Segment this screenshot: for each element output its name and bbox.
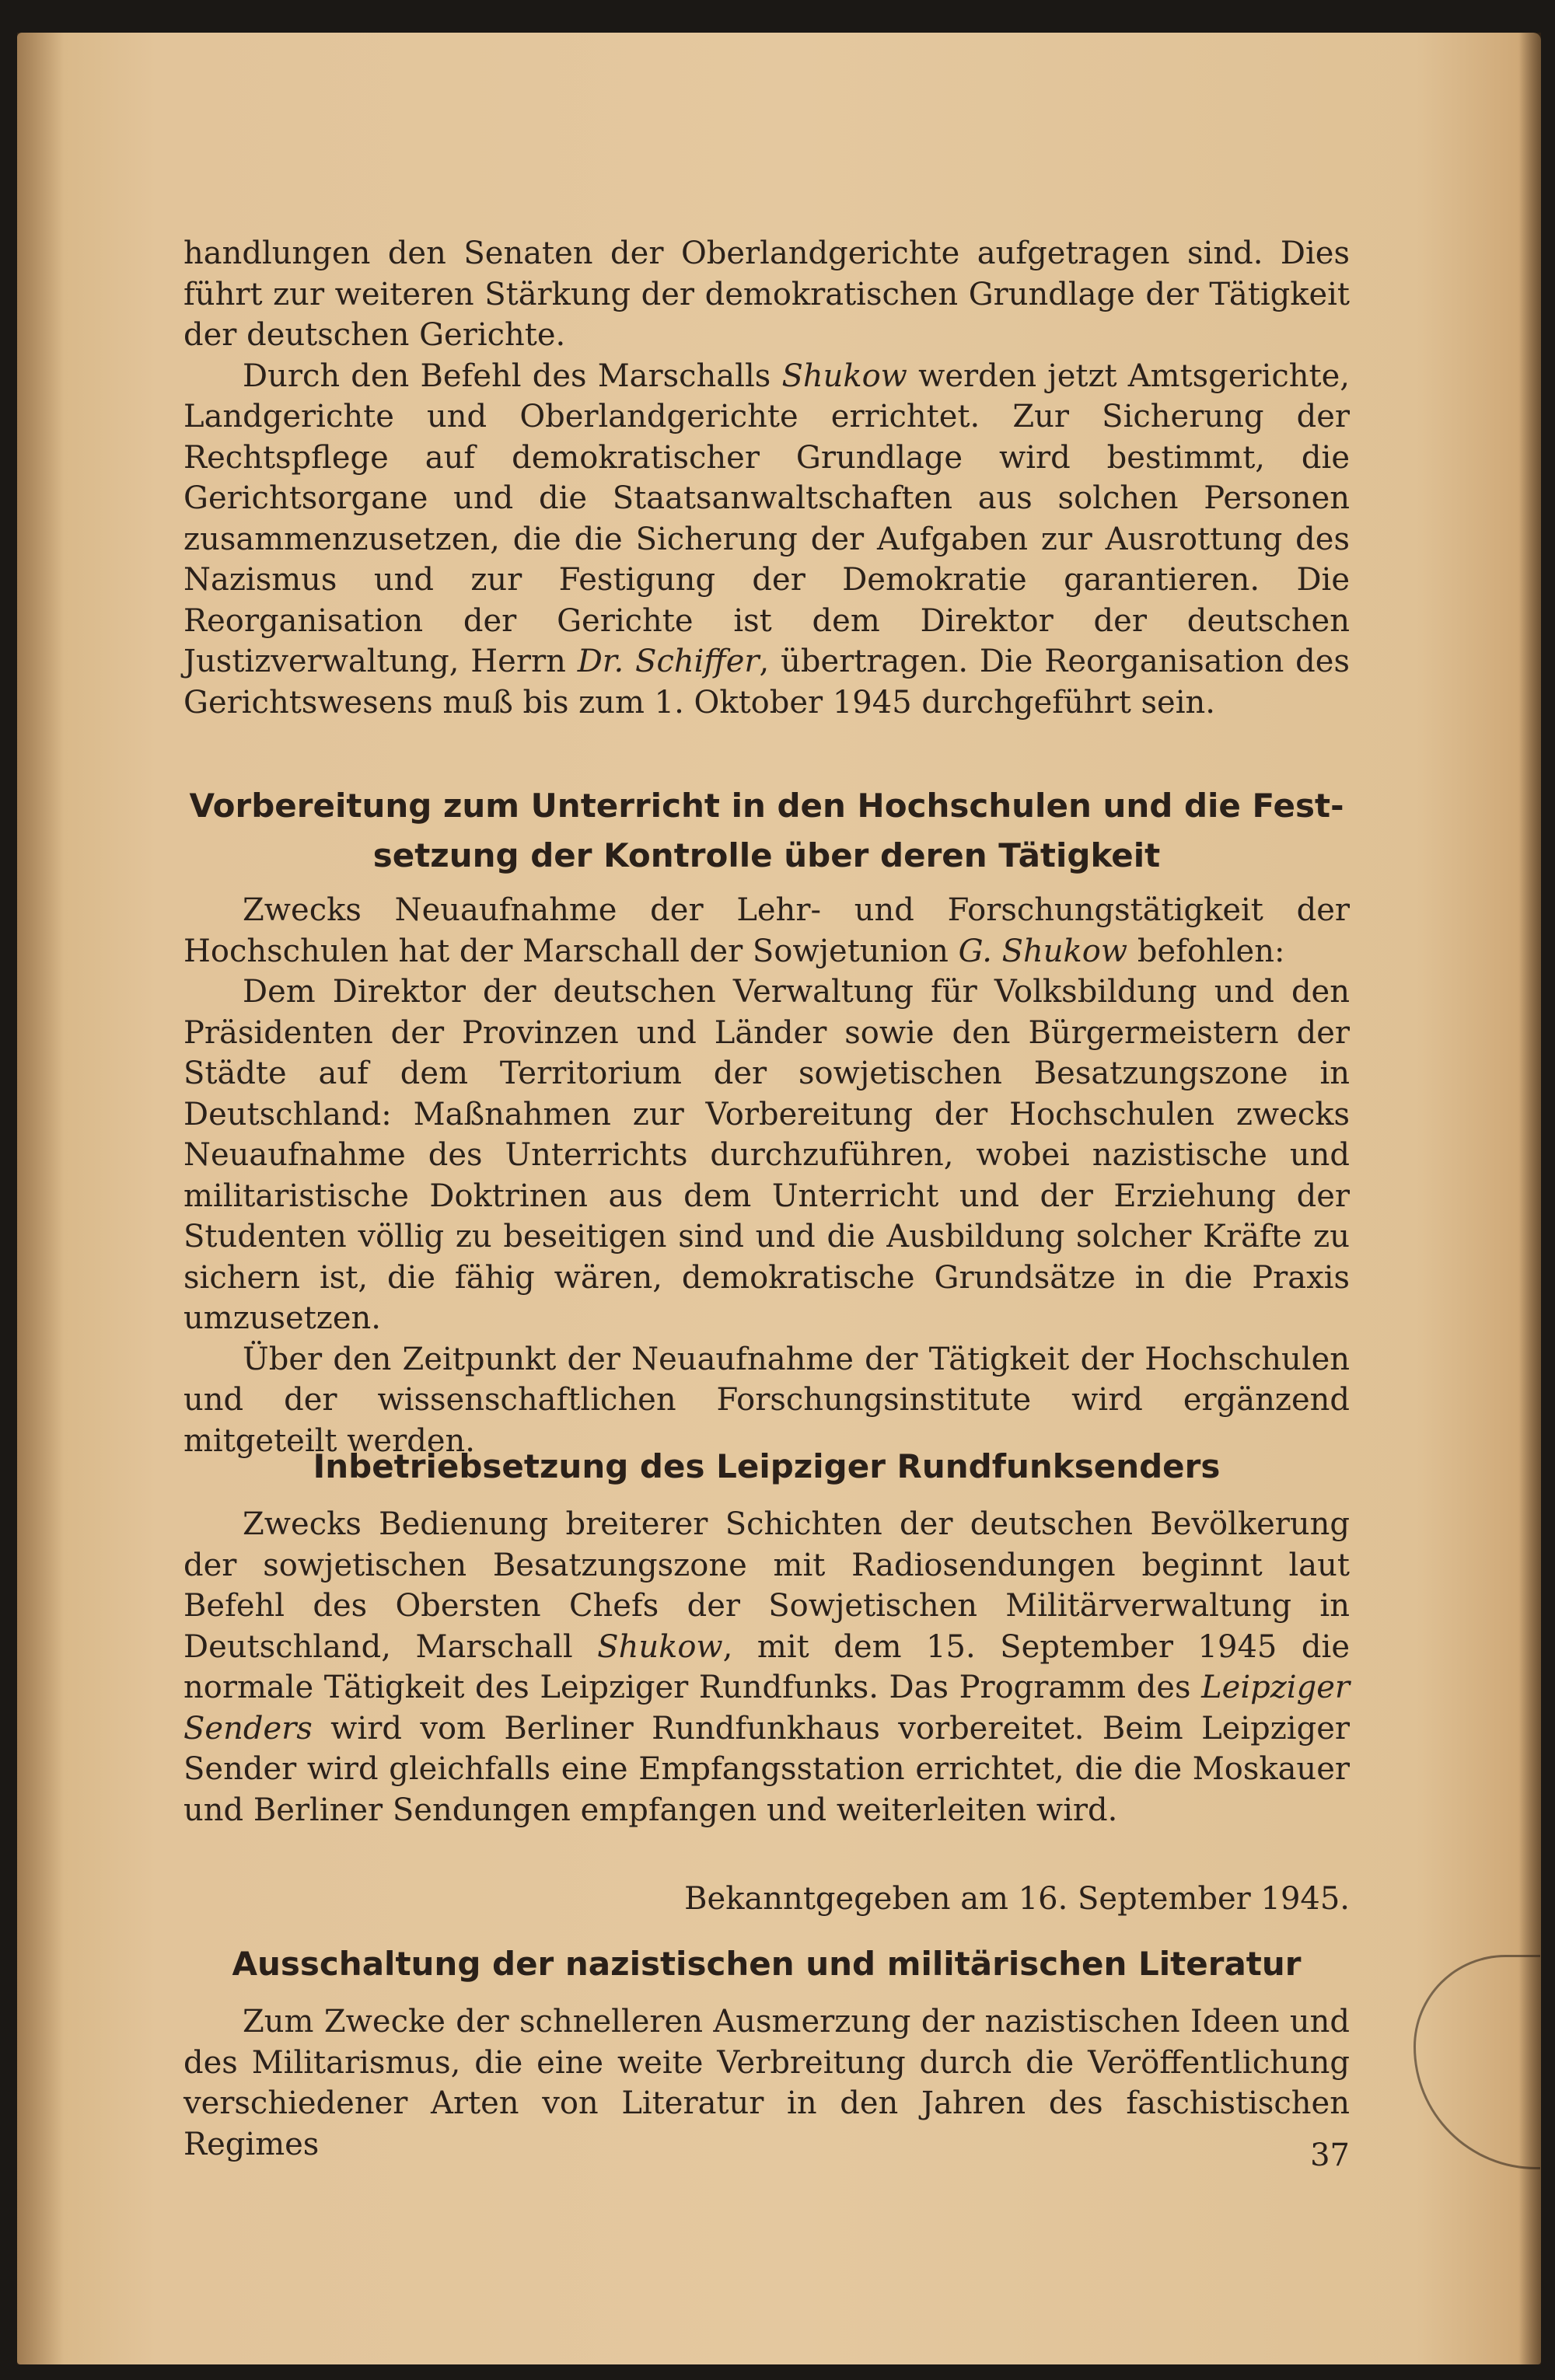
paragraph-text: Durch den Befehl des Marschalls bbox=[243, 358, 782, 394]
paragraph-text: wird vom Berliner Rundfunkhaus vorbereitet. Beim Leipziger Sender wird gleichfalls eine Empfangsstation errichtet, die die Moskauer und Berliner Sendungen empfangen und weiterleiten wird. bbox=[183, 1710, 1350, 1828]
paragraph-text: Über den Zeitpunkt der Neuaufnahme der Tätigkeit der Hochschulen und der wissenschaftlichen Forschungsinstitute wird ergänzend mitgeteilt werden. bbox=[183, 1341, 1350, 1459]
paragraph bbox=[183, 972, 1350, 1339]
paragraph bbox=[183, 233, 1350, 356]
heading-line-1: Vorbereitung zum Unterricht in den Hochschulen und die Fest- bbox=[189, 787, 1344, 825]
paragraph bbox=[183, 356, 1350, 724]
paragraph-text: Zwecks Bedienung breiterer Schichten der deutschen Bevölkerung der sowjetischen Besatzungszone mit Radiosendungen beginnt laut Befehl des Obersten Chefs der Sowjetischen Militärverwaltung in Deutschland, Marschall bbox=[183, 1506, 1350, 1665]
paragraph bbox=[183, 2001, 1350, 2165]
emphasis-text: Dr. Schiffer bbox=[577, 644, 760, 679]
paragraph-text: Dem Direktor der deutschen Verwaltung für Volksbildung und den Präsidenten der Provinzen und Länder sowie den Bürgermeistern der Städte auf dem Territorium der sowjetischen Besatzungszone in Deutschland: Maßnahmen zur Vorbereitung der Hochschulen zwecks Neuaufnahme des Unterrichts durchzuführen, wobei nazistische und militaristische Doktrinen aus dem Unterricht und der Erziehung der Studenten völlig zu beseitigen sind und die Ausbildung solcher Kräfte zu sichern ist, die fähig wären, demokratische Grundsätze in die Praxis umzusetzen. bbox=[183, 974, 1350, 1336]
text-block-top bbox=[183, 233, 1350, 723]
emphasis-text: Shukow bbox=[597, 1628, 723, 1665]
emphasis-text: Leipziger Senders bbox=[183, 1670, 1350, 1747]
paragraph-text: handlungen den Senaten der Oberlandgerichte aufgetragen sind. Dies führt zur weiteren Stärkung der demokratischen Grundlage der Tätigkeit der deutschen Gerichte. bbox=[183, 236, 1350, 353]
paragraph bbox=[183, 1504, 1350, 1830]
text-block-hochschulen bbox=[183, 890, 1350, 1461]
heading-line-2: setzung der Kontrolle über deren Tätigkeit bbox=[372, 836, 1161, 874]
paragraph-text: , übertragen. Die Reorganisation des Gerichtswesens muß bis zum 1. Oktober 1945 durchgeführt sein. bbox=[183, 644, 1350, 721]
paragraph-text: werden jetzt Amtsgerichte, Landgerichte und Oberlandgerichte errichtet. Zur Sicherung der Rechtspflege auf demokratischer Grundlage wird bestimmt, die Gerichtsorgane und die Staatsanwaltschaften aus solchen Personen zusammenzusetzen, die die Sicherung der Aufgaben zur Ausrottung des Nazismus und zur Festigung der Demokratie garantieren. Die Reorganisation der Gerichte ist dem Direktor der deutschen Justizverwaltung, Herrn bbox=[183, 358, 1350, 679]
emphasis-text: Shukow bbox=[781, 358, 907, 394]
paragraph bbox=[183, 890, 1350, 972]
announcement-date: Bekanntgegeben am 16. September 1945. bbox=[684, 1881, 1350, 1917]
paragraph-text: befohlen: bbox=[1127, 933, 1285, 969]
emphasis-text: G. Shukow bbox=[958, 933, 1128, 969]
page-number: 37 bbox=[1310, 2137, 1350, 2173]
gutter-shadow bbox=[17, 33, 64, 2364]
section-heading-literatur: Ausschaltung der nazistischen und militärischen Literatur bbox=[232, 1945, 1302, 1983]
section-heading-rundfunk: Inbetriebsetzung des Leipziger Rundfunksenders bbox=[313, 1447, 1221, 1485]
section-heading-hochschulen bbox=[183, 781, 1350, 881]
text-block-literatur bbox=[183, 2001, 1350, 2165]
paragraph-text: , mit dem 15. September 1945 die normale Tätigkeit des Leipziger Rundfunks. Das Programm des bbox=[183, 1628, 1350, 1705]
paragraph-text: Zwecks Neuaufnahme der Lehr- und Forschungstätigkeit der Hochschulen hat der Marschall der Sowjetunion bbox=[183, 892, 1350, 969]
paragraph-text: Zum Zwecke der schnelleren Ausmerzung der nazistischen Ideen und des Militarismus, die eine weite Verbreitung durch die Veröffentlichung verschiedener Arten von Literatur in den Jahren des faschistischen Regimes bbox=[183, 2004, 1350, 2162]
text-block-rundfunk bbox=[183, 1504, 1350, 1830]
